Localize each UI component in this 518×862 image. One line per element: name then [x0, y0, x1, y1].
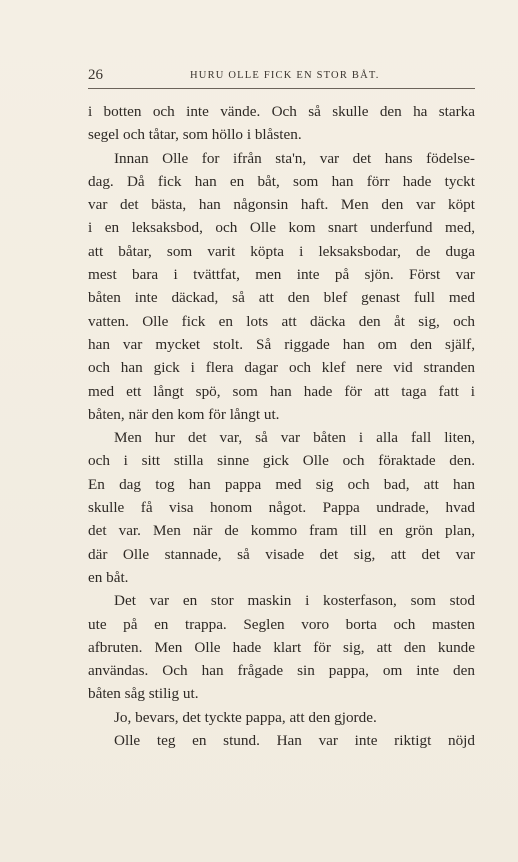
text-line: det var. Men när de kommo fram till en grön plan, [88, 522, 475, 540]
text-line: Innan Olle for ifrån sta'n, var det hans födelse- [114, 149, 475, 167]
text-line: i botten och inte vände. Och så skulle den ha starka [88, 103, 475, 120]
text-line: segel och tåtar, som höllo i blåsten. [88, 126, 302, 144]
text-line: En dag tog han pappa med sig och bad, att han [88, 475, 475, 493]
text-line: mest bara i tvättfat, men inte på sjön. Först var [88, 266, 475, 284]
text-line: Olle teg en stund. Han var inte riktigt nöjd [114, 732, 475, 750]
page-number: 26 [88, 67, 103, 83]
text-line: han var mycket stolt. Så riggade han om den själf, [88, 335, 475, 353]
text-line: båten såg stilig ut. [88, 685, 199, 703]
text-line: att båtar, som varit köpta i leksaksbodar, de duga [88, 242, 475, 260]
text-line: där Olle stannade, så visade det sig, att det var [88, 545, 475, 563]
text-line: användas. Och han frågade sin pappa, om inte den [88, 662, 475, 680]
header-rule [88, 88, 475, 89]
text-line: med ett långt spö, som han hade för att taga fatt i [88, 382, 475, 400]
running-title: HURU OLLE FICK EN STOR BÅT. [190, 70, 380, 81]
text-line: Jo, bevars, det tyckte pappa, att den gjorde. [114, 708, 377, 726]
text-line: och han gick i flera dagar och klef nere vid stranden [88, 359, 475, 377]
text-line: Det var en stor maskin i kosterfason, som stod [114, 592, 475, 610]
text-line: vatten. Olle fick en lots att däcka den åt sig, och [88, 312, 475, 330]
running-head [88, 64, 475, 86]
text-line: i en leksaksbod, och Olle kom snart underfund med, [88, 219, 475, 237]
text-line: skulle få visa honom något. Pappa undrade, hvad [88, 499, 475, 517]
text-line: och i sitt stilla sinne gick Olle och föraktade den. [88, 452, 475, 470]
text-line: en båt. [88, 568, 129, 586]
text-line: Men hur det var, så var båten i alla fall liten, [114, 429, 475, 447]
text-line: båten, när den kom för långt ut. [88, 405, 280, 423]
text-line: båten inte däckad, så att den blef genast full med [88, 289, 475, 307]
text-line: ute på en trappa. Seglen voro borta och masten [88, 615, 475, 633]
text-line: var det bästa, han någonsin haft. Men den var köpt [88, 196, 475, 214]
body-text [88, 100, 475, 752]
text-line: dag. Då fick han en båt, som han förr hade tyckt [88, 172, 475, 190]
text-line: afbruten. Men Olle hade klart för sig, att den kunde [88, 638, 475, 656]
